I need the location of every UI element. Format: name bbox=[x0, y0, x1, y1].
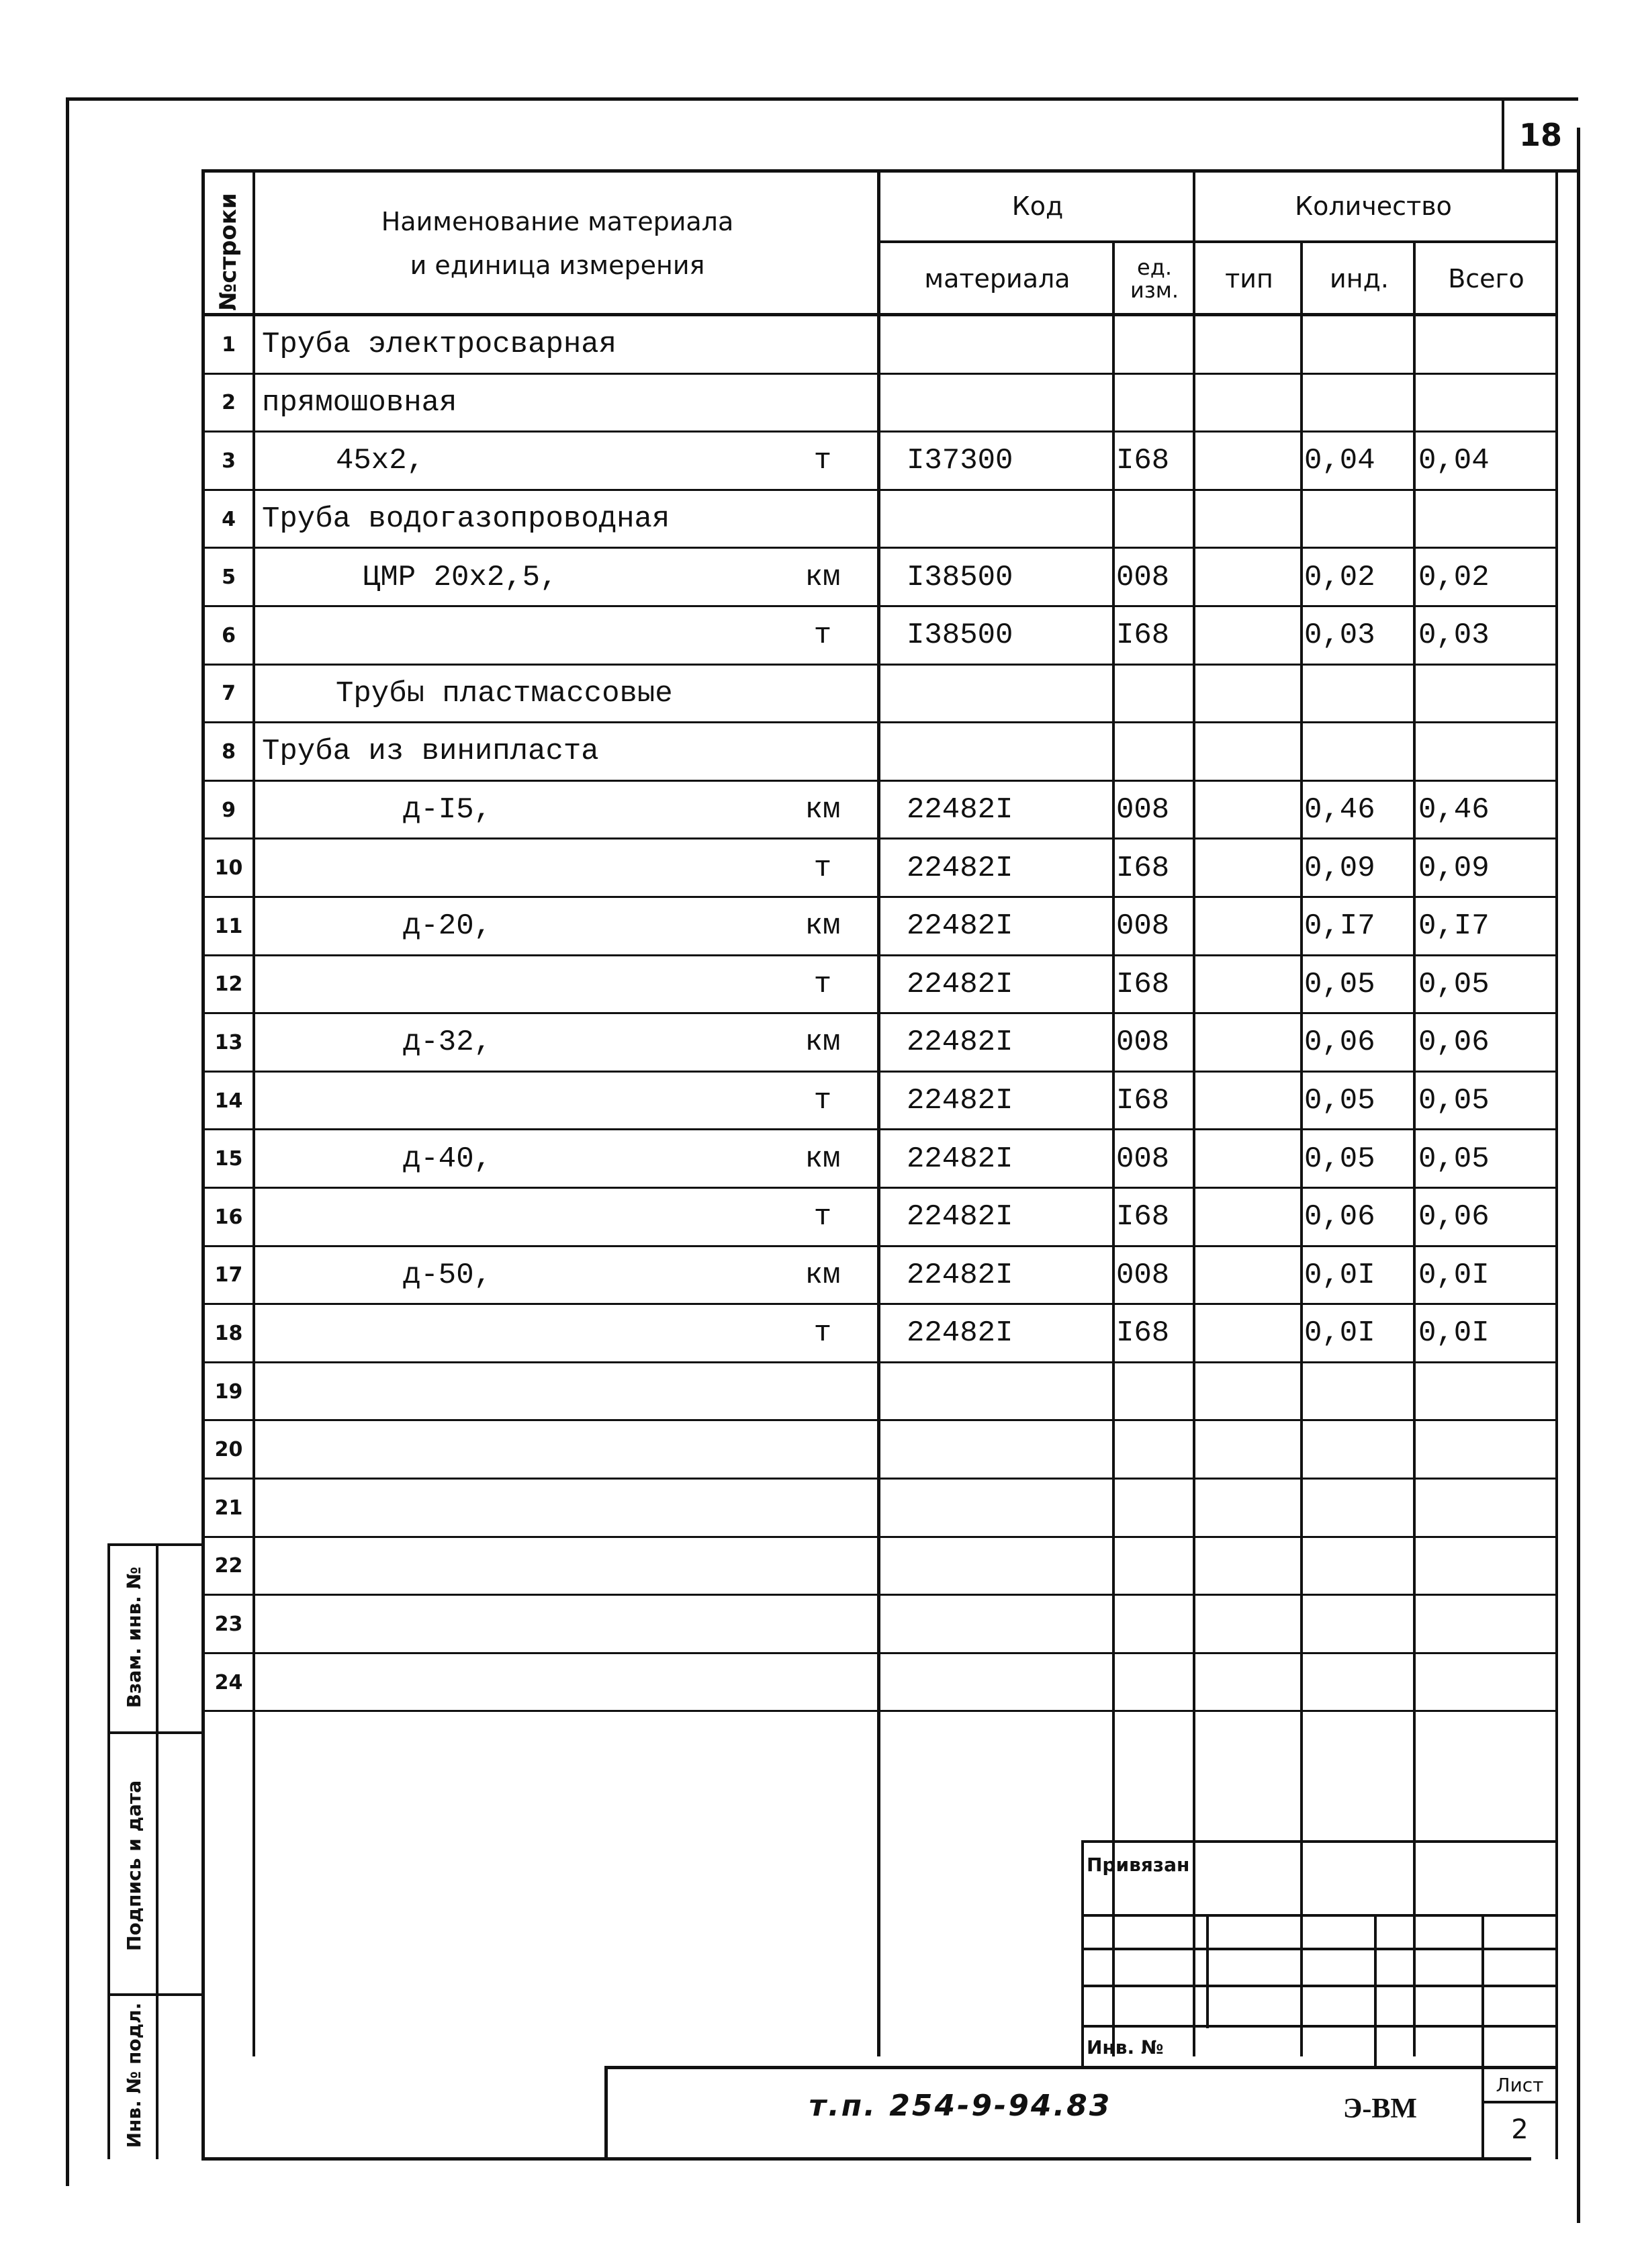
row-unit: км bbox=[805, 560, 841, 594]
row-qty-ind bbox=[1304, 723, 1413, 781]
row-qty-total: 0,09 bbox=[1418, 851, 1490, 885]
row-unit-code bbox=[1116, 1653, 1193, 1712]
row-number: 15 bbox=[214, 1147, 243, 1171]
row-qty-ind bbox=[1304, 316, 1413, 374]
row-number: 13 bbox=[214, 1030, 243, 1054]
row-qty-total: 0,46 bbox=[1418, 793, 1490, 827]
row-qty-total: 0,06 bbox=[1418, 1200, 1490, 1234]
row-unit bbox=[772, 1537, 873, 1596]
row-code bbox=[907, 316, 1112, 374]
side-box-top-line bbox=[107, 1543, 203, 1546]
row-code: 22482I bbox=[907, 793, 1013, 827]
row-unit bbox=[772, 316, 873, 374]
name-header-line1: Наименование материала bbox=[381, 207, 734, 236]
row-unit: км bbox=[805, 1142, 841, 1176]
qty-ind-header: инд. bbox=[1330, 264, 1389, 293]
section-code: Э-ВМ bbox=[1342, 2093, 1418, 2124]
code-group-header: Код bbox=[1011, 191, 1064, 221]
row-name: Труба из винипласта bbox=[262, 735, 599, 769]
row-unit-code: I68 bbox=[1116, 619, 1170, 653]
stamp-right-line bbox=[1555, 1840, 1558, 2159]
side-box-mid-line bbox=[156, 1545, 158, 2159]
row-qty-total bbox=[1418, 1479, 1555, 1537]
row-qty-total: 0,04 bbox=[1418, 444, 1490, 478]
row-name bbox=[262, 1479, 772, 1537]
row-unit: км bbox=[805, 1026, 841, 1060]
row-code bbox=[907, 374, 1112, 433]
row-number: 19 bbox=[214, 1379, 243, 1404]
row-number: 17 bbox=[214, 1263, 243, 1287]
side-label-podpis: Подпись и дата bbox=[123, 1780, 145, 1952]
row-qty-total bbox=[1418, 723, 1555, 781]
row-name bbox=[262, 1595, 772, 1653]
row-code bbox=[907, 1420, 1112, 1479]
row-unit-code bbox=[1116, 1363, 1193, 1421]
row-unit-code: I68 bbox=[1116, 851, 1170, 885]
row-number: 16 bbox=[214, 1205, 243, 1229]
row-qty-ind bbox=[1304, 1479, 1413, 1537]
row-code: I37300 bbox=[907, 444, 1013, 478]
row-name: 45х2, bbox=[336, 444, 425, 478]
code-unit-header: ед. изм. bbox=[1130, 255, 1179, 303]
row-number: 7 bbox=[222, 682, 236, 706]
frame-top-line bbox=[67, 97, 1578, 101]
row-qty-ind: 0,05 bbox=[1304, 967, 1375, 1001]
row-unit: т bbox=[813, 1084, 832, 1118]
row-unit: т bbox=[813, 1200, 832, 1234]
row-name bbox=[262, 956, 772, 1014]
row-code: 22482I bbox=[907, 1258, 1013, 1292]
row-unit-code bbox=[1116, 665, 1193, 723]
row-qty-total: 0,I7 bbox=[1418, 909, 1490, 944]
row-qty-ind: 0,0I bbox=[1304, 1316, 1375, 1351]
row-number: 14 bbox=[214, 1089, 243, 1113]
row-number: 20 bbox=[214, 1438, 243, 1462]
row-number: 10 bbox=[214, 856, 243, 880]
row-unit bbox=[772, 1595, 873, 1653]
row-name bbox=[262, 606, 772, 665]
row-unit-code: 008 bbox=[1116, 560, 1170, 594]
row-code bbox=[907, 1479, 1112, 1537]
row-unit bbox=[772, 1479, 873, 1537]
code-material-header: материала bbox=[924, 264, 1070, 293]
row-unit: км bbox=[805, 1258, 841, 1292]
row-code: 22482I bbox=[907, 967, 1013, 1001]
row-number: 1 bbox=[222, 332, 236, 357]
row-unit: т bbox=[813, 619, 832, 653]
row-code: 22482I bbox=[907, 1316, 1013, 1351]
row-name bbox=[262, 1363, 772, 1421]
row-code bbox=[907, 665, 1112, 723]
row-qty-ind: 0,06 bbox=[1304, 1200, 1375, 1234]
row-name bbox=[262, 1304, 772, 1363]
row-unit bbox=[772, 1653, 873, 1712]
row-name bbox=[262, 1072, 772, 1130]
row-name: Трубы пластмассовые bbox=[336, 676, 673, 711]
document-code: т.п. 254-9-94.83 bbox=[809, 2088, 1112, 2123]
row-qty-ind: 0,05 bbox=[1304, 1142, 1375, 1176]
row-qty-ind: 0,04 bbox=[1304, 444, 1375, 478]
row-name bbox=[262, 1653, 772, 1712]
row-code bbox=[907, 1363, 1112, 1421]
row-qty-total: 0,05 bbox=[1418, 1142, 1490, 1176]
sheet-label: Лист bbox=[1496, 2073, 1544, 2096]
row-unit-code bbox=[1116, 723, 1193, 781]
frame-left-line bbox=[66, 97, 69, 2186]
row-code: 22482I bbox=[907, 1200, 1013, 1234]
stamp-privyazan: Привязан bbox=[1087, 1853, 1190, 1876]
stamp-row-line-4 bbox=[1081, 2025, 1557, 2028]
row-qty-ind bbox=[1304, 1537, 1413, 1596]
row-unit-code bbox=[1116, 374, 1193, 433]
row-qty-ind bbox=[1304, 1595, 1413, 1653]
row-qty-ind bbox=[1304, 1420, 1413, 1479]
col-line-code bbox=[1112, 240, 1115, 2056]
row-qty-ind bbox=[1304, 490, 1413, 549]
header-mid-line bbox=[880, 240, 1558, 243]
stamp-col-line-2 bbox=[1374, 1914, 1377, 2069]
stamp-left-line bbox=[1081, 1840, 1084, 2069]
row-qty-total: 0,0I bbox=[1418, 1258, 1490, 1292]
row-name: ЦМР 20х2,5, bbox=[363, 560, 558, 594]
row-qty-ind: 0,03 bbox=[1304, 619, 1375, 653]
row-qty-total bbox=[1418, 316, 1555, 374]
row-name bbox=[262, 839, 772, 897]
stamp-top-line bbox=[1081, 1840, 1557, 1843]
row-code bbox=[907, 490, 1112, 549]
row-unit-code bbox=[1116, 1420, 1193, 1479]
row-qty-total bbox=[1418, 490, 1555, 549]
row-qty-ind: 0,05 bbox=[1304, 1084, 1375, 1118]
row-number: 21 bbox=[214, 1496, 243, 1520]
col-line-unit bbox=[1193, 169, 1195, 2056]
row-code bbox=[907, 1595, 1112, 1653]
stamp-row-line-3 bbox=[1081, 1985, 1557, 1987]
col-line-name bbox=[877, 169, 880, 2056]
row-unit: т bbox=[813, 851, 832, 885]
row-qty-ind bbox=[1304, 1653, 1413, 1712]
row-unit-code: I68 bbox=[1116, 967, 1170, 1001]
row-code: I38500 bbox=[907, 560, 1013, 594]
row-unit-code: I68 bbox=[1116, 1316, 1170, 1351]
row-qty-total: 0,0I bbox=[1418, 1316, 1490, 1351]
row-qty-total bbox=[1418, 1537, 1555, 1596]
row-name bbox=[262, 1188, 772, 1246]
row-qty-total bbox=[1418, 1653, 1555, 1712]
row-number: 22 bbox=[214, 1554, 243, 1578]
row-unit-code: 008 bbox=[1116, 909, 1170, 944]
row-number-header: №строки bbox=[215, 193, 242, 311]
row-name: д-32, bbox=[403, 1026, 492, 1060]
row-number: 2 bbox=[222, 391, 236, 415]
row-name: д-40, bbox=[403, 1142, 492, 1176]
row-qty-total bbox=[1418, 374, 1555, 433]
row-unit-code bbox=[1116, 1537, 1193, 1596]
qty-type-header: тип bbox=[1225, 264, 1273, 293]
row-unit bbox=[772, 1420, 873, 1479]
row-number: 5 bbox=[222, 565, 236, 590]
stamp-inv-no: Инв. № bbox=[1087, 2036, 1164, 2058]
row-code: I38500 bbox=[907, 619, 1013, 653]
row-number: 3 bbox=[222, 449, 236, 473]
stamp-col-line-1 bbox=[1206, 1914, 1209, 2028]
row-number: 6 bbox=[222, 623, 236, 647]
row-unit bbox=[772, 723, 873, 781]
row-unit bbox=[772, 374, 873, 433]
row-qty-ind: 0,09 bbox=[1304, 851, 1375, 885]
row-unit-code: 008 bbox=[1116, 793, 1170, 827]
row-code bbox=[907, 723, 1112, 781]
row-qty-total bbox=[1418, 1595, 1555, 1653]
row-qty-ind bbox=[1304, 665, 1413, 723]
quantity-group-header: Количество bbox=[1295, 191, 1452, 221]
row-qty-total: 0,05 bbox=[1418, 967, 1490, 1001]
row-qty-ind bbox=[1304, 374, 1413, 433]
stamp-row-line-1 bbox=[1081, 1914, 1557, 1917]
row-qty-total bbox=[1418, 1420, 1555, 1479]
row-qty-ind: 0,06 bbox=[1304, 1026, 1375, 1060]
stamp-row-line-2 bbox=[1081, 1948, 1557, 1950]
row-unit bbox=[772, 1363, 873, 1421]
row-number: 24 bbox=[214, 1670, 243, 1694]
col-line-total bbox=[1555, 169, 1558, 2056]
row-code: 22482I bbox=[907, 851, 1013, 885]
row-name: прямошовная bbox=[262, 385, 457, 420]
row-qty-ind: 0,46 bbox=[1304, 793, 1375, 827]
stamp-main-top-line bbox=[604, 2066, 1557, 2069]
row-unit-code bbox=[1116, 316, 1193, 374]
row-name: д-20, bbox=[403, 909, 492, 944]
row-qty-ind: 0,I7 bbox=[1304, 909, 1375, 944]
row-qty-total: 0,06 bbox=[1418, 1026, 1490, 1060]
row-qty-ind: 0,0I bbox=[1304, 1258, 1375, 1292]
row-unit: км bbox=[805, 909, 841, 944]
stamp-main-left-line bbox=[604, 2066, 608, 2160]
row-unit-code: 008 bbox=[1116, 1026, 1170, 1060]
row-unit-code: I68 bbox=[1116, 1084, 1170, 1118]
row-number: 12 bbox=[214, 972, 243, 997]
page-number: 18 bbox=[1518, 117, 1562, 153]
side-box-left-line bbox=[107, 1545, 110, 2159]
row-unit bbox=[772, 665, 873, 723]
col-line-ind bbox=[1413, 240, 1416, 2056]
row-unit: км bbox=[805, 793, 841, 827]
row-unit: т bbox=[813, 444, 832, 478]
row-name: д-I5, bbox=[403, 793, 492, 827]
row-qty-total bbox=[1418, 1363, 1555, 1421]
row-qty-total: 0,05 bbox=[1418, 1084, 1490, 1118]
row-code: 22482I bbox=[907, 1084, 1013, 1118]
row-qty-total: 0,02 bbox=[1418, 560, 1490, 594]
row-unit-code: I68 bbox=[1116, 1200, 1170, 1234]
row-name bbox=[262, 1537, 772, 1596]
side-label-inv-podl: Инв. № подл. bbox=[123, 2002, 145, 2148]
row-unit-code bbox=[1116, 490, 1193, 549]
qty-total-header: Всего bbox=[1448, 264, 1524, 293]
row-unit-code: 008 bbox=[1116, 1258, 1170, 1292]
row-number: 9 bbox=[222, 798, 236, 822]
col-line-type bbox=[1300, 240, 1303, 2056]
side-box-line-1 bbox=[107, 1731, 203, 1734]
row-name: Труба электросварная bbox=[262, 328, 617, 362]
sheet-number: 2 bbox=[1511, 2114, 1529, 2145]
table-bottom-line bbox=[201, 2157, 1531, 2161]
row-unit: т bbox=[813, 1316, 832, 1351]
row-qty-total: 0,03 bbox=[1418, 619, 1490, 653]
col-line-rownum bbox=[253, 169, 255, 2056]
row-number: 18 bbox=[214, 1321, 243, 1345]
table-top-line bbox=[203, 169, 1578, 173]
row-code: 22482I bbox=[907, 1026, 1013, 1060]
row-name: д-50, bbox=[403, 1258, 492, 1292]
row-code bbox=[907, 1537, 1112, 1596]
row-qty-total bbox=[1418, 665, 1555, 723]
row-name bbox=[262, 1420, 772, 1479]
frame-right-line bbox=[1577, 128, 1580, 2223]
row-unit bbox=[772, 490, 873, 549]
row-number: 11 bbox=[214, 914, 243, 938]
row-number: 8 bbox=[222, 739, 236, 764]
row-code bbox=[907, 1653, 1112, 1712]
side-label-vzam: Взам. инв. № bbox=[123, 1566, 145, 1709]
row-name: Труба водогазопроводная bbox=[262, 502, 670, 537]
row-unit-code bbox=[1116, 1595, 1193, 1653]
row-code: 22482I bbox=[907, 909, 1013, 944]
row-unit-code: 008 bbox=[1116, 1142, 1170, 1176]
row-qty-ind bbox=[1304, 1363, 1413, 1421]
row-number: 4 bbox=[222, 507, 236, 531]
name-header-line2: и единица измерения bbox=[410, 251, 705, 280]
row-number: 23 bbox=[214, 1612, 243, 1636]
row-qty-ind: 0,02 bbox=[1304, 560, 1375, 594]
row-code: 22482I bbox=[907, 1142, 1013, 1176]
row-unit-code: I68 bbox=[1116, 444, 1170, 478]
row-unit-code bbox=[1116, 1479, 1193, 1537]
row-unit: т bbox=[813, 967, 832, 1001]
